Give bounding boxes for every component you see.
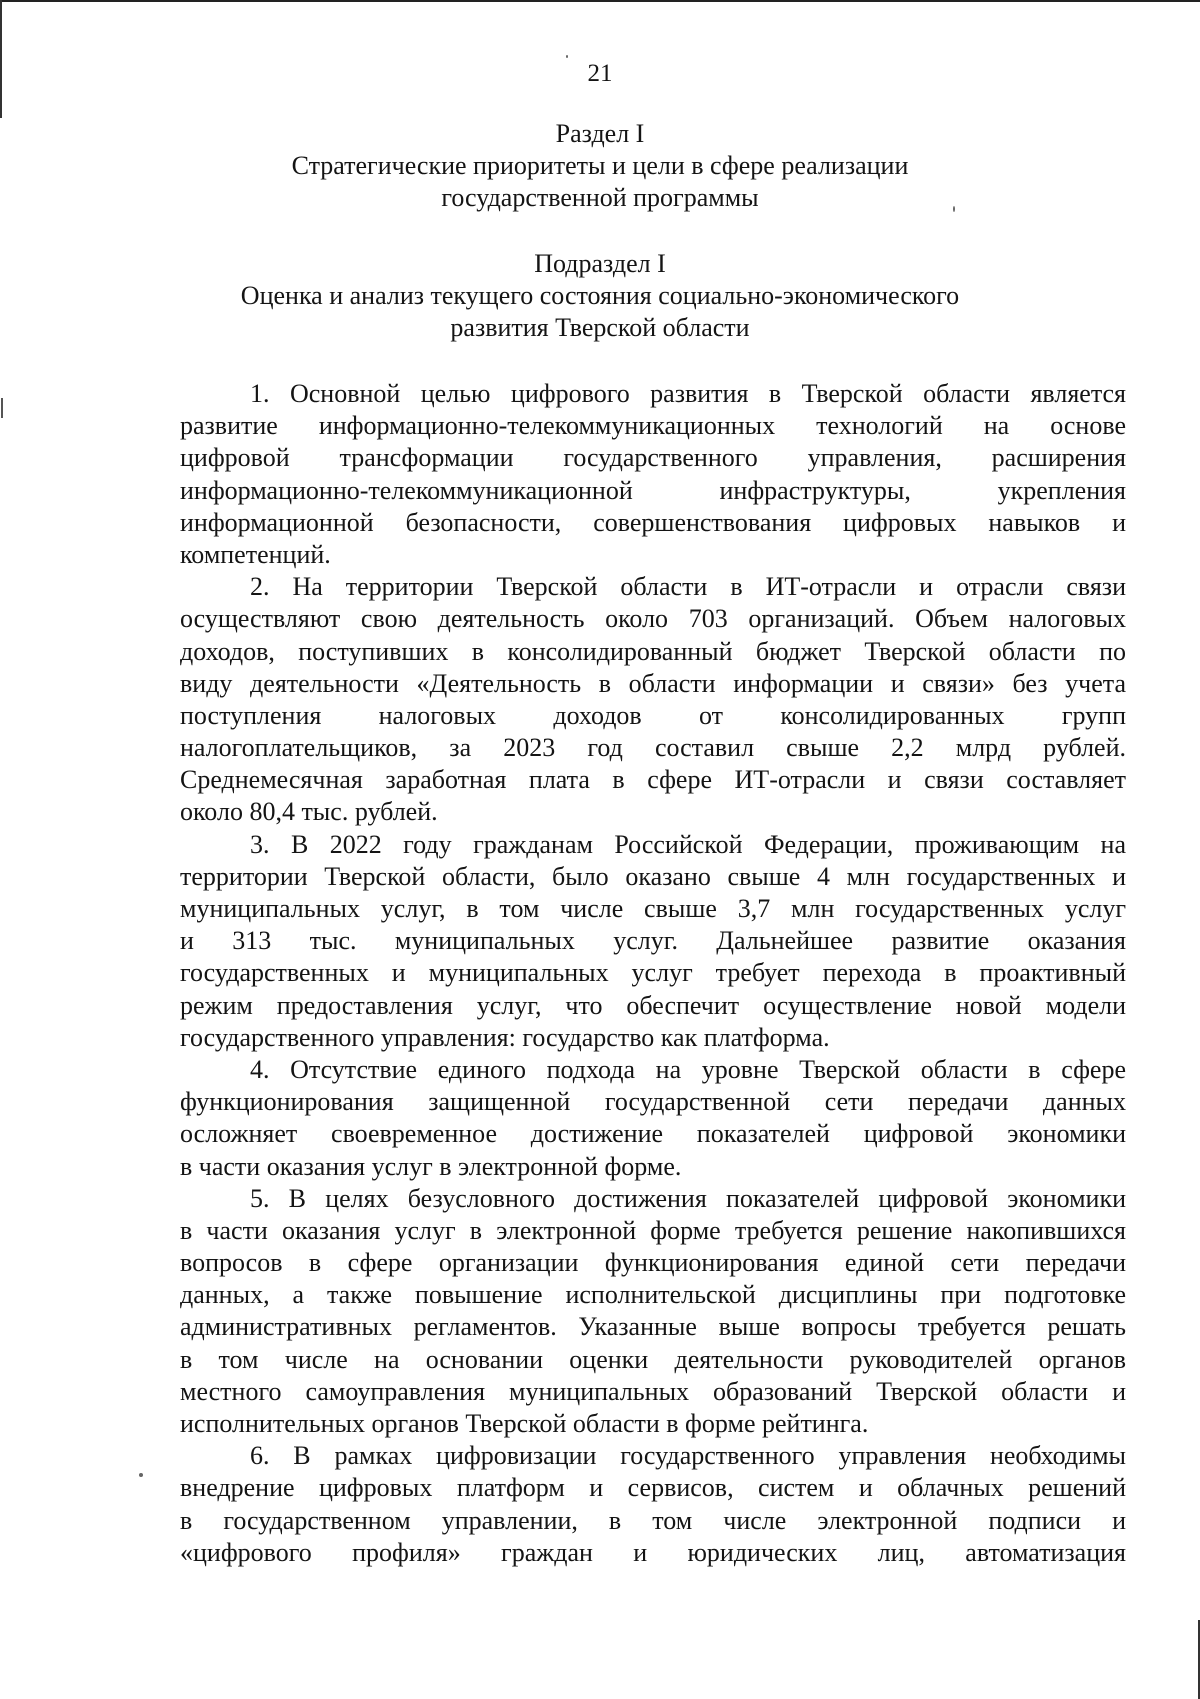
subsection-title-line: Оценка и анализ текущего состояния социально-экономического xyxy=(240,281,960,310)
subsection-label: Подраздел I xyxy=(534,249,666,278)
paragraph-line: осуществляют свою деятельность около 703 организаций. Объем налоговых xyxy=(180,604,1126,634)
paragraph-line: в государственном управлении, в том числе электронной подписи и xyxy=(180,1505,1126,1535)
paragraph-line: Среднемесячная заработная плата в сфере ИТ-отрасли и связи составляет xyxy=(180,765,1126,795)
paragraph-line: 4. Отсутствие единого подхода на уровне Тверской области в сфере xyxy=(250,1054,1126,1084)
paragraph-line: административных регламентов. Указанные выше вопросы требуется решать xyxy=(180,1312,1126,1342)
paragraph-line: в части оказания услуг в электронной форме требуется решение накопившихся xyxy=(180,1215,1126,1245)
paragraph-line: функционирования защищенной государственной сети передачи данных xyxy=(180,1087,1126,1117)
scan-edge-top xyxy=(0,0,1200,2)
paragraph-line: виду деятельности «Деятельность в области информации и связи» без учета xyxy=(180,668,1126,698)
paragraph xyxy=(180,571,1126,829)
paragraph-line: информационно-телекоммуникационной инфраструктуры, укрепления xyxy=(180,475,1126,505)
paragraph-line: 6. В рамках цифровизации государственного управления необходимы xyxy=(250,1441,1126,1471)
paragraph-line: государственных и муниципальных услуг требует перехода в проактивный xyxy=(180,958,1126,988)
section-label: Раздел I xyxy=(555,119,645,148)
paragraph-line: компетенций. xyxy=(180,539,331,569)
page-number: 21 xyxy=(587,60,613,87)
paragraph-line: 5. В целях безусловного достижения показателей цифровой экономики xyxy=(250,1183,1126,1213)
paragraph-line: вопросов в сфере организации функционирования единой сети передачи xyxy=(180,1248,1126,1278)
paragraph-line: в том числе на основании оценки деятельности руководителей органов xyxy=(180,1344,1126,1374)
scan-speck xyxy=(139,1473,143,1477)
paragraph-line: доходов, поступивших в консолидированный бюджет Тверской области по xyxy=(180,636,1126,666)
paragraph-line: режим предоставления услуг, что обеспечит осуществление новой модели xyxy=(180,990,1126,1020)
paragraph xyxy=(180,1440,1126,1569)
paragraph-line: развитие информационно-телекоммуникационных технологий на основе xyxy=(180,411,1126,441)
paragraph-line: в части оказания услуг в электронной форме. xyxy=(180,1151,682,1181)
scan-mark-left xyxy=(1,398,3,418)
paragraph-line: муниципальных услуг, в том числе свыше 3,7 млн государственных услуг xyxy=(180,894,1126,923)
subsection-title-line: развития Тверской области xyxy=(450,313,750,342)
paragraph-line: информационной безопасности, совершенствования цифровых навыков и xyxy=(180,507,1126,537)
section-title-line: государственной программы xyxy=(441,183,759,212)
subsection-heading xyxy=(0,248,1200,344)
body-text xyxy=(180,378,1126,1569)
paragraph-line: внедрение цифровых платформ и сервисов, систем и облачных решений xyxy=(180,1473,1126,1503)
paragraph xyxy=(180,1183,1126,1441)
paragraph-line: и 313 тыс. муниципальных услуг. Дальнейшее развитие оказания xyxy=(180,926,1126,956)
paragraph xyxy=(180,829,1126,1054)
paragraph-line: цифровой трансформации государственного управления, расширения xyxy=(180,443,1126,473)
paragraph-line: налогоплательщиков, за 2023 год составил свыше 2,2 млрд рублей. xyxy=(180,733,1126,763)
section-title-line: Стратегические приоритеты и цели в сфере реализации xyxy=(291,151,909,180)
paragraph-line: местного самоуправления муниципальных образований Тверской области и xyxy=(180,1376,1126,1406)
paragraph-line: осложняет своевременное достижение показателей цифровой экономики xyxy=(180,1119,1126,1149)
paragraph xyxy=(180,1054,1126,1183)
paragraph-line: территории Тверской области, было оказано свыше 4 млн государственных и xyxy=(180,861,1126,891)
paragraph-line: «цифрового профиля» граждан и юридических лиц, автоматизация xyxy=(180,1537,1126,1567)
paragraph-line: поступления налоговых доходов от консолидированных групп xyxy=(180,700,1126,730)
paragraph-line: данных, а также повышение исполнительской дисциплины при подготовке xyxy=(180,1280,1126,1310)
paragraph-line: 3. В 2022 году гражданам Российской Федерации, проживающим на xyxy=(250,829,1126,859)
paragraph-line: 2. На территории Тверской области в ИТ-отрасли и отрасли связи xyxy=(250,572,1126,602)
paragraph xyxy=(180,378,1126,571)
paragraph-line: исполнительных органов Тверской области в форме рейтинга. xyxy=(180,1409,869,1438)
paragraph-line: 1. Основной целью цифрового развития в Тверской области является xyxy=(250,379,1126,408)
section-heading xyxy=(0,118,1200,214)
paragraph-line: около 80,4 тыс. рублей. xyxy=(180,797,438,827)
paragraph-line: государственного управления: государство как платформа. xyxy=(180,1022,830,1052)
